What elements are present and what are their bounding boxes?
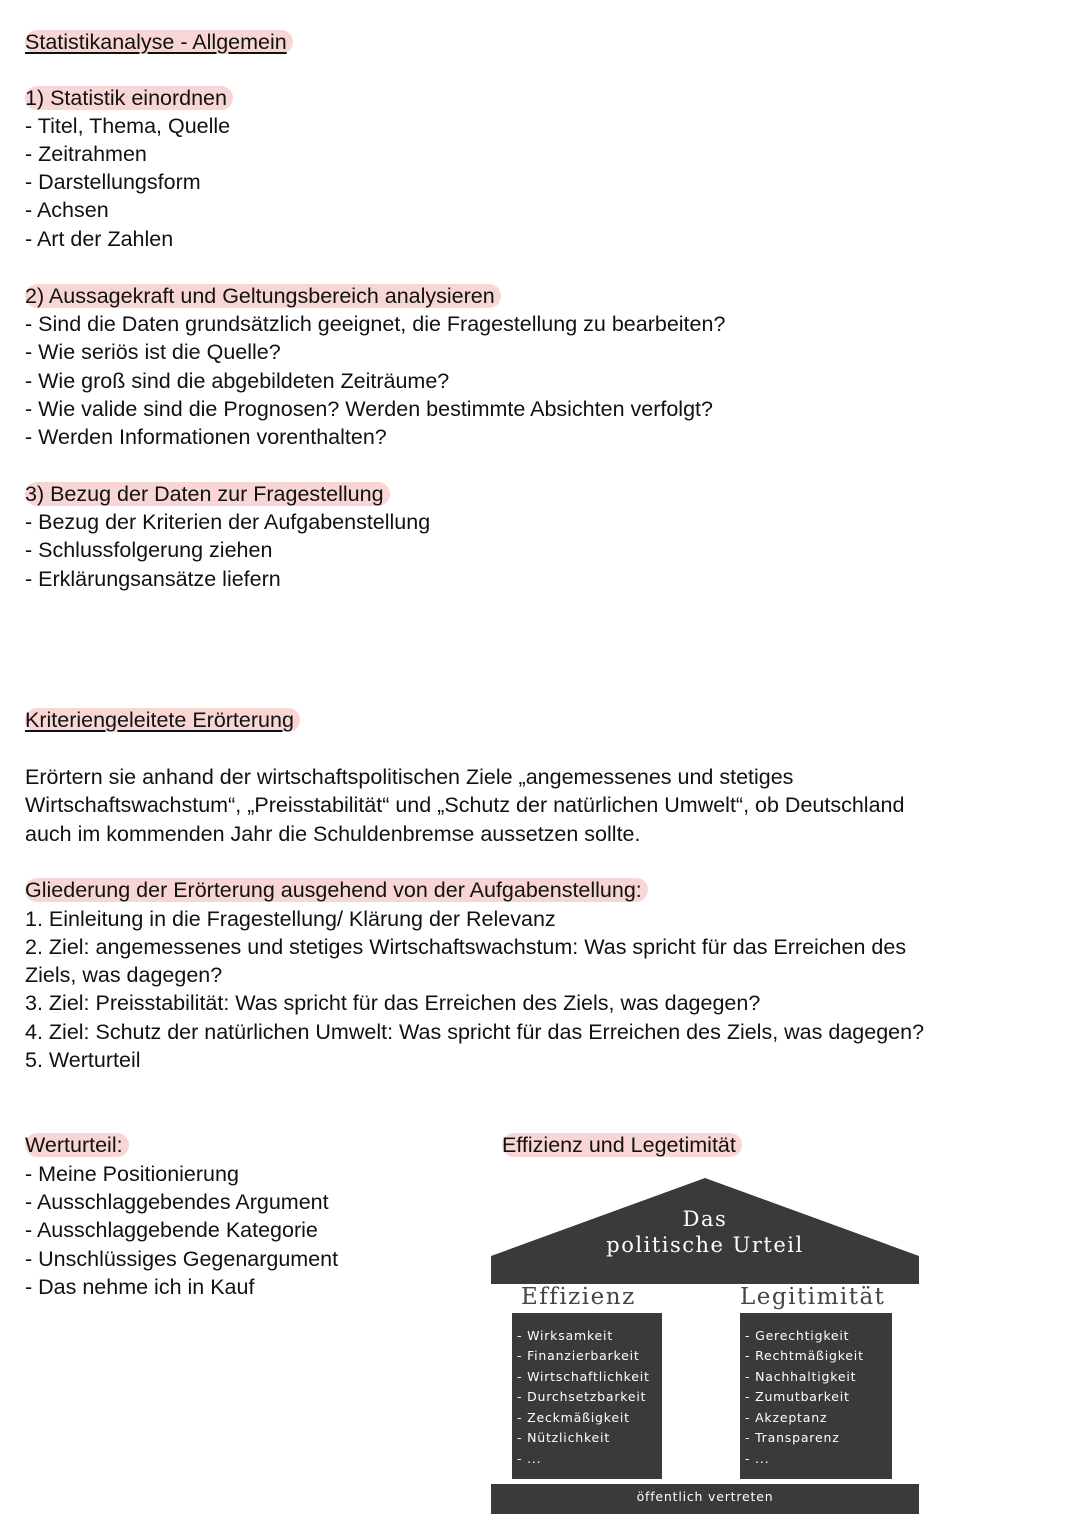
- pillar-item: - Nützlichkeit: [517, 1430, 611, 1445]
- effizienz-title: Effizienz: [521, 1284, 636, 1310]
- pillar-item: - ...: [745, 1451, 770, 1466]
- pillar-item: - ...: [517, 1451, 542, 1466]
- pillar-item: - Finanzierbarkeit: [517, 1348, 640, 1363]
- step3-heading: 3) Bezug der Daten zur Fragestellung: [25, 480, 390, 508]
- step1-heading: 1) Statistik einordnen: [25, 84, 233, 112]
- werturteil-heading: Werturteil:: [25, 1131, 129, 1159]
- outline-line: 4. Ziel: Schutz der natürlichen Umwelt: Was spricht für das Erreichen des Ziels, was dagegen?: [25, 1020, 925, 1044]
- list-item: - Schlussfolgerung ziehen: [25, 538, 273, 562]
- pillar-item: - Rechtmäßigkeit: [745, 1348, 864, 1363]
- list-item: - Ausschlaggebende Kategorie: [25, 1218, 318, 1242]
- list-item: - Erklärungsansätze liefern: [25, 567, 281, 591]
- list-item: - Darstellungsform: [25, 170, 201, 194]
- list-item: - Wie groß sind die abgebildeten Zeiträume?: [25, 369, 450, 393]
- list-item: - Das nehme ich in Kauf: [25, 1275, 255, 1299]
- list-item: - Unschlüssiges Gegenargument: [25, 1247, 339, 1271]
- legitimitaet-title: Legitimität: [740, 1284, 886, 1310]
- list-item: - Sind die Daten grundsätzlich geeignet, die Fragestellung zu bearbeiten?: [25, 312, 726, 336]
- step2-heading: 2) Aussagekraft und Geltungsbereich analysieren: [25, 282, 501, 310]
- pillar-item: - Akzeptanz: [745, 1410, 828, 1425]
- list-item: - Wie valide sind die Prognosen? Werden bestimmte Absichten verfolgt?: [25, 397, 713, 421]
- pillar-item: - Zeckmäßigkeit: [517, 1410, 630, 1425]
- task-line: Erörtern sie anhand der wirtschaftspolitischen Ziele „angemessenes und stetiges: [25, 765, 794, 789]
- list-item: - Ausschlaggebendes Argument: [25, 1190, 329, 1214]
- pillar-item: - Wirksamkeit: [517, 1328, 614, 1343]
- task-line: Wirtschaftswachstum“, „Preisstabilität“ und „Schutz der natürlichen Umwelt“, ob Deutschland: [25, 793, 905, 817]
- outline-line: 3. Ziel: Preisstabilität: Was spricht für das Erreichen des Ziels, was dagegen?: [25, 991, 761, 1015]
- pillar-item: - Zumutbarkeit: [745, 1389, 850, 1404]
- list-item: - Werden Informationen vorenthalten?: [25, 425, 387, 449]
- outline-line: 1. Einleitung in die Fragestellung/ Klärung der Relevanz: [25, 907, 556, 931]
- pillar-item: - Transparenz: [745, 1430, 840, 1445]
- list-item: - Titel, Thema, Quelle: [25, 114, 231, 138]
- statistikanalyse-title: Statistikanalyse - Allgemein: [25, 28, 293, 56]
- outline-line: 5. Werturteil: [25, 1048, 141, 1072]
- outline-heading: Gliederung der Erörterung ausgehend von der Aufgabenstellung:: [25, 876, 648, 904]
- outline-line: Ziels, was dagegen?: [25, 963, 223, 987]
- roof-line2: politische Urteil: [606, 1233, 804, 1257]
- eroerterung-title: Kriteriengeleitete Erörterung: [25, 706, 300, 734]
- outline-line: 2. Ziel: angemessenes und stetiges Wirtschaftswachstum: Was spricht für das Erreichen des: [25, 935, 907, 959]
- roof-line1: Das: [682, 1207, 728, 1231]
- legitimitaet-pillar: [740, 1313, 892, 1479]
- pillar-item: - Durchsetzbarkeit: [517, 1389, 647, 1404]
- list-item: - Wie seriös ist die Quelle?: [25, 340, 281, 364]
- house-base: öffentlich vertreten: [491, 1484, 919, 1514]
- diagram-heading: Effizienz und Legetimität: [502, 1131, 742, 1159]
- list-item: - Achsen: [25, 198, 109, 222]
- effizienz-pillar: [512, 1313, 662, 1479]
- task-line: auch im kommenden Jahr die Schuldenbremse aussetzen sollte.: [25, 822, 641, 846]
- pillar-item: - Gerechtigkeit: [745, 1328, 850, 1343]
- list-item: - Meine Positionierung: [25, 1162, 239, 1186]
- list-item: - Art der Zahlen: [25, 227, 174, 251]
- pillar-item: - Wirtschaftlichkeit: [517, 1369, 650, 1384]
- pillar-item: - Nachhaltigkeit: [745, 1369, 857, 1384]
- roof-label: [491, 1206, 919, 1258]
- list-item: - Bezug der Kriterien der Aufgabenstellung: [25, 510, 431, 534]
- list-item: - Zeitrahmen: [25, 142, 147, 166]
